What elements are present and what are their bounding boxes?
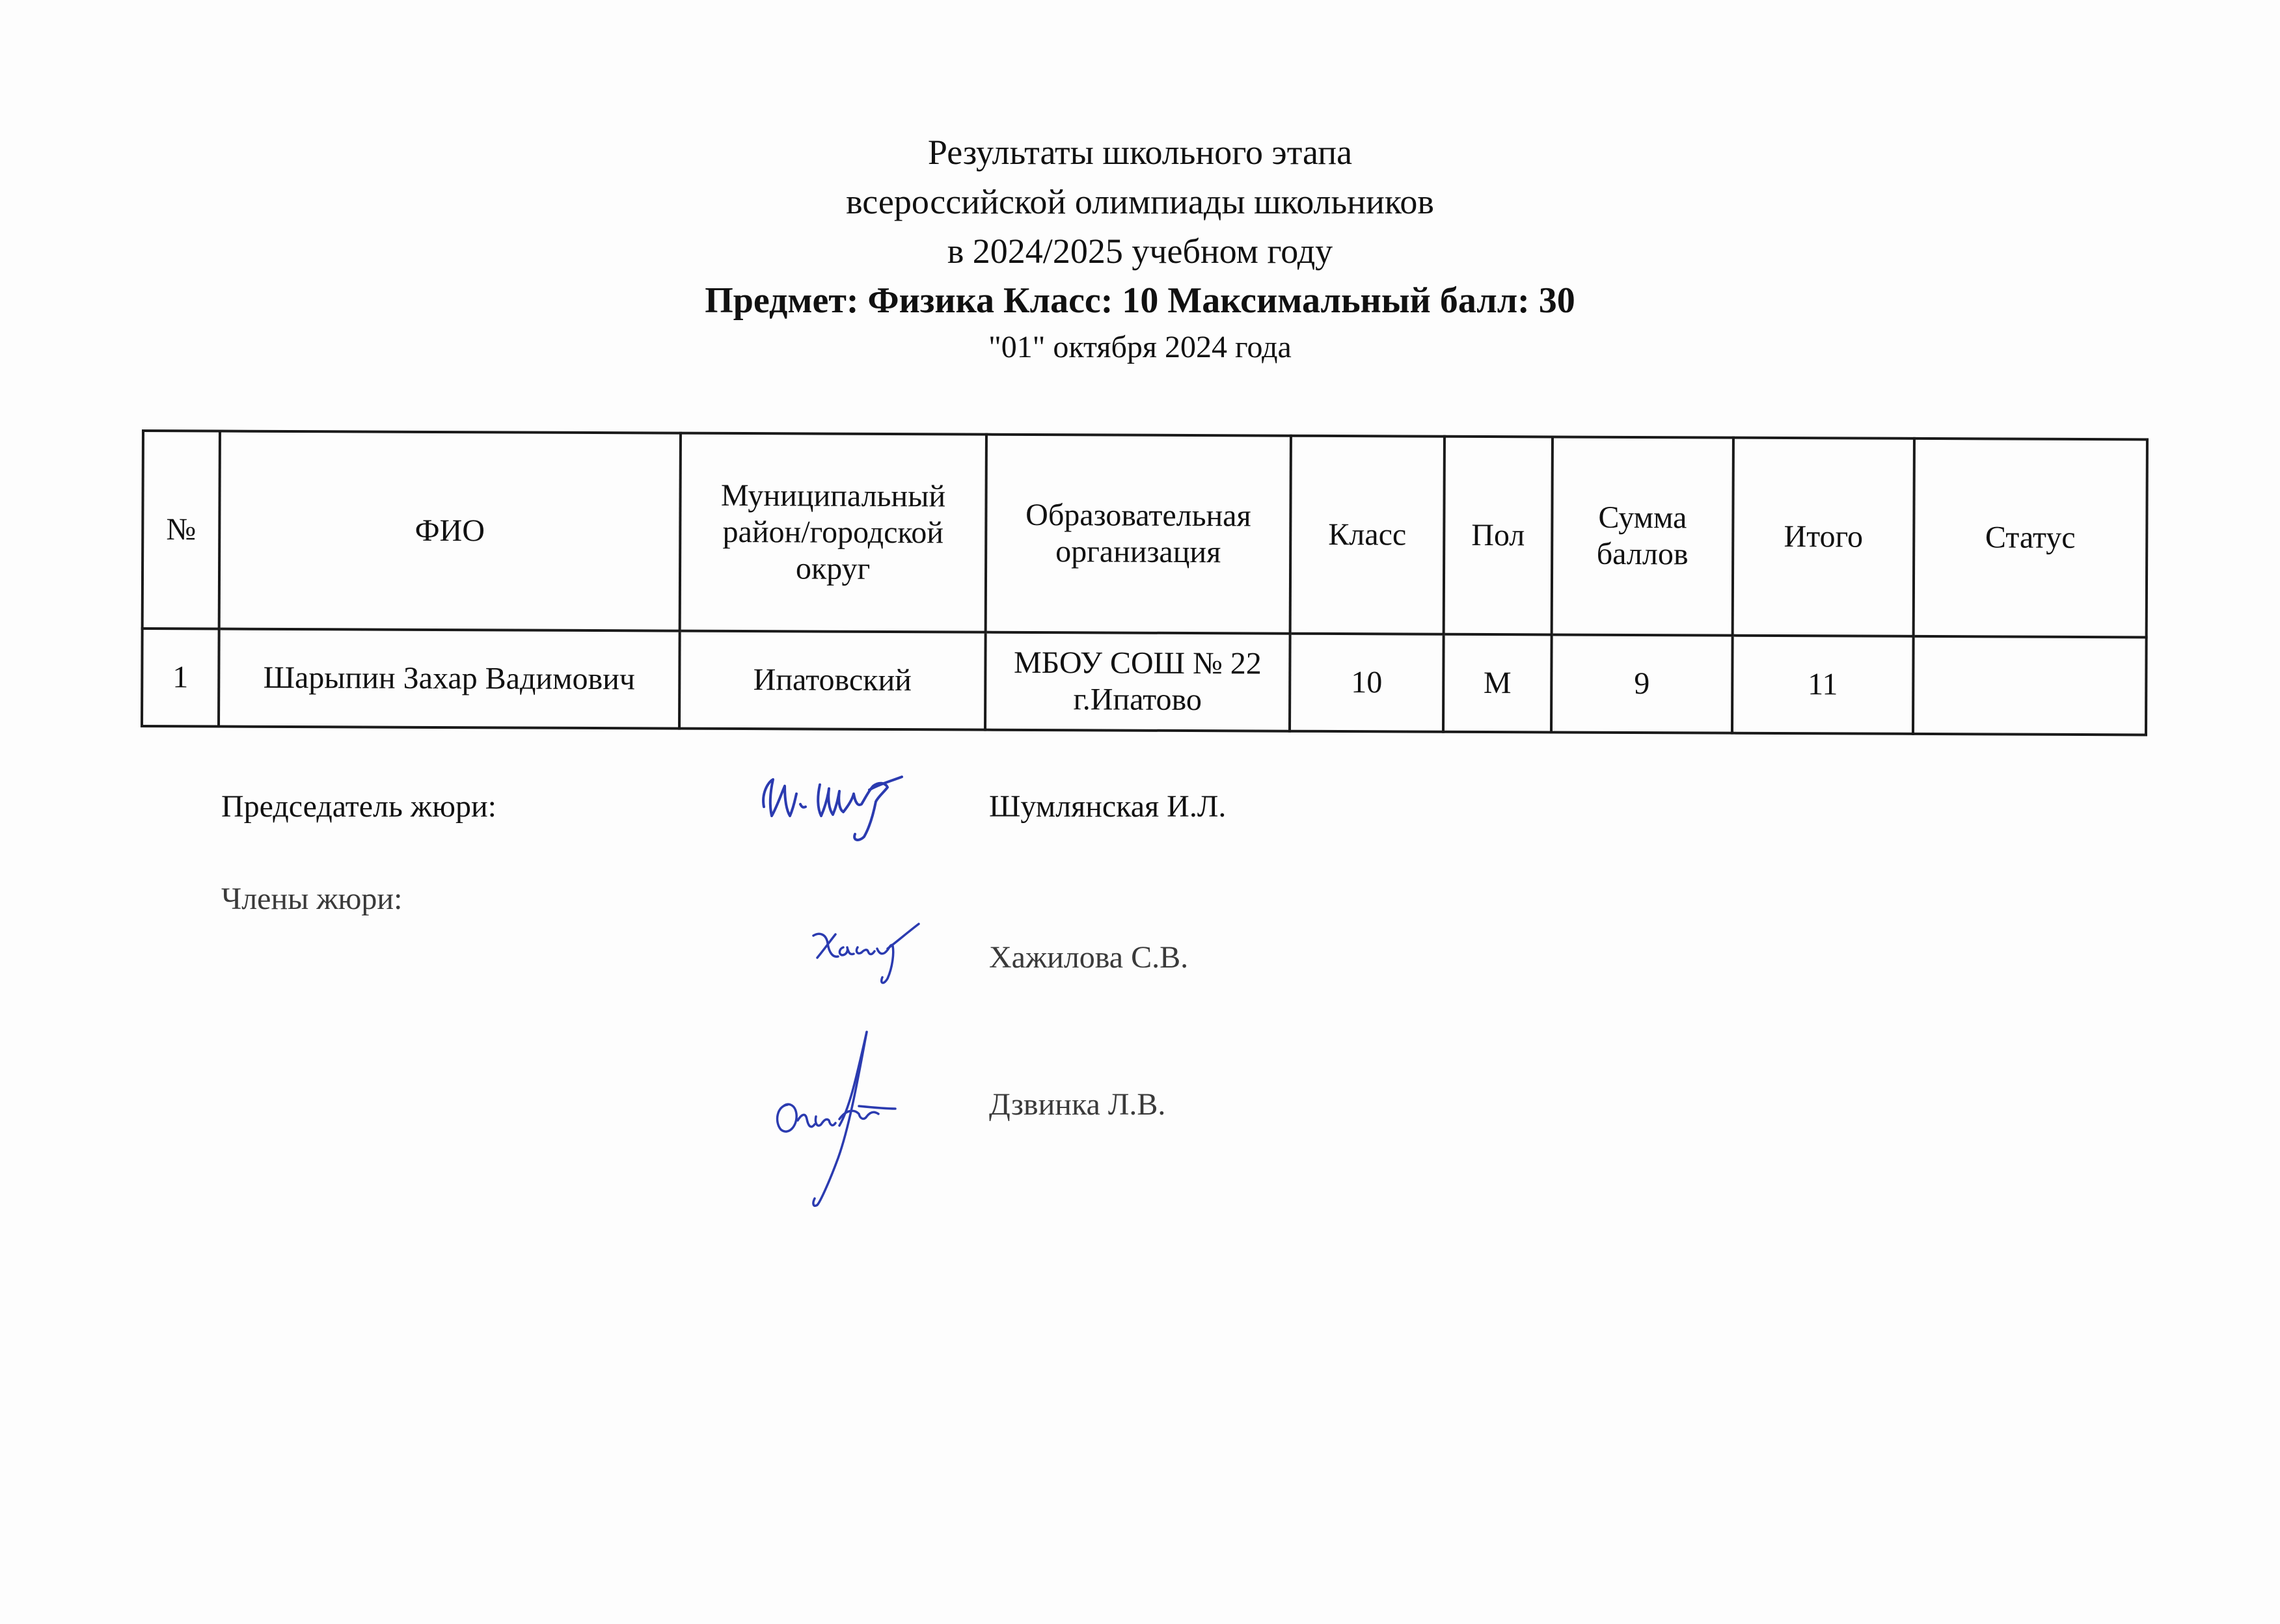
column-header-organization: Образовательная организация <box>986 435 1291 634</box>
cell-fio: Шарыпин Захар Вадимович <box>219 629 680 729</box>
cell-district: Ипатовский <box>679 631 986 730</box>
document-header <box>0 128 2280 370</box>
results-table <box>141 429 2149 736</box>
member-1-signature-icon <box>807 917 924 989</box>
subject-line: Предмет: Физика Класс: 10 Максимальный балл: 30 <box>705 280 1575 321</box>
column-header-num: № <box>142 431 220 629</box>
column-header-total: Итого <box>1733 438 1914 636</box>
cell-organization: МБОУ СОШ № 22 г.Ипатово <box>985 632 1290 731</box>
cell-total: 11 <box>1732 636 1914 734</box>
chair-signature-icon <box>755 761 911 846</box>
header-line-1: Результаты школьного этапа <box>927 133 1353 172</box>
cell-status <box>1913 636 2147 735</box>
column-header-district: Муниципальный район/городской округ <box>680 433 986 632</box>
table-row <box>142 629 2147 735</box>
cell-num: 1 <box>142 629 219 727</box>
date-line: "01" октября 2024 года <box>988 330 1292 364</box>
cell-sex: М <box>1443 634 1552 733</box>
header-line-2: всероссийской олимпиады школьников <box>846 182 1434 221</box>
cell-sum: 9 <box>1551 634 1733 733</box>
members-label: Члены жюри: <box>221 882 403 916</box>
column-header-sex: Пол <box>1444 437 1553 635</box>
member-1-name: Хажилова С.В. <box>989 940 1189 975</box>
column-header-sum: Сумма баллов <box>1552 437 1733 635</box>
member-2-signature-icon <box>761 1028 904 1210</box>
chair-name: Шумлянская И.Л. <box>989 789 1227 824</box>
member-2-name: Дзвинка Л.В. <box>989 1087 1166 1122</box>
chair-label: Председатель жюри: <box>221 789 496 824</box>
column-header-grade: Класс <box>1290 436 1445 634</box>
header-line-3: в 2024/2025 учебном году <box>947 232 1333 271</box>
column-header-fio: ФИО <box>219 431 681 631</box>
table-header-row <box>142 431 2147 637</box>
column-header-status: Статус <box>1914 439 2147 638</box>
cell-grade: 10 <box>1290 634 1444 732</box>
